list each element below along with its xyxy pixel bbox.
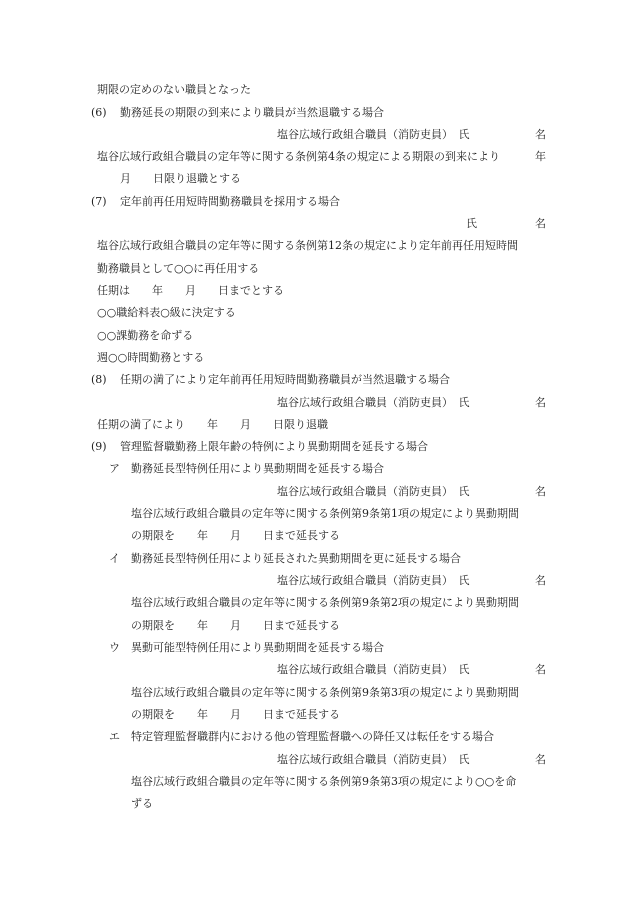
section-6-year: 年 (535, 150, 546, 163)
section-9u-signer: 塩谷広域行政組合職員（消防吏員） 氏 (277, 663, 470, 676)
section-9a-signer: 塩谷広域行政組合職員（消防吏員） 氏 (277, 485, 470, 498)
section-7-body-1: 塩谷広域行政組合職員の定年等に関する条例第12条の規定により定年前再任用短時間 (97, 239, 518, 252)
section-7-signer: 氏 (466, 217, 477, 230)
section-8-body-1: 任期の満了により 年 月 日限り退職 (97, 418, 328, 431)
section-6-signer: 塩谷広域行政組合職員（消防吏員） 氏 (277, 128, 470, 141)
section-9u-body-2: の期限を 年 月 日まで延長する (131, 708, 340, 721)
section-9a-heading: 勤務延長型特例任用により異動期間を延長する場合 (131, 462, 384, 475)
section-6-name-field: 名 (535, 128, 546, 141)
intro-line: 期限の定めのない職員となった (97, 83, 251, 96)
section-9a-name-field: 名 (535, 485, 546, 498)
section-9i-heading: 勤務延長型特例任用により延長された異動期間を更に延長する場合 (131, 552, 461, 565)
section-7-number: (7) (91, 195, 107, 208)
section-6-heading: 勤務延長の期限の到来により職員が当然退職する場合 (120, 106, 384, 119)
section-9e-heading: 特定管理監督職群内における他の管理監督職への降任又は転任をする場合 (131, 730, 494, 743)
section-9e-name-field: 名 (535, 753, 546, 766)
section-6-body-2: 月 日限り退職とする (120, 172, 241, 185)
section-9a-label: ア (109, 462, 120, 475)
section-9i-name-field: 名 (535, 574, 546, 587)
section-9-number: (9) (91, 440, 107, 453)
section-9i-body-1: 塩谷広域行政組合職員の定年等に関する条例第9条第2項の規定により異動期間 (131, 596, 519, 609)
section-8-signer: 塩谷広域行政組合職員（消防吏員） 氏 (277, 396, 470, 409)
section-7-heading: 定年前再任用短時間勤務職員を採用する場合 (120, 195, 340, 208)
section-9i-signer: 塩谷広域行政組合職員（消防吏員） 氏 (277, 574, 470, 587)
section-9u-name-field: 名 (535, 663, 546, 676)
section-9i-body-2: の期限を 年 月 日まで延長する (131, 619, 340, 632)
section-9e-body-2: ずる (131, 797, 153, 810)
section-7-body-6: 週○○時間勤務とする (97, 351, 205, 364)
section-7-body-2: 勤務職員として○○に再任用する (97, 262, 260, 275)
section-6-number: (6) (91, 106, 107, 119)
section-9e-label: エ (109, 730, 120, 743)
section-8-heading: 任期の満了により定年前再任用短時間勤務職員が当然退職する場合 (120, 373, 450, 386)
section-9e-body-1: 塩谷広域行政組合職員の定年等に関する条例第9条第3項の規定により○○を命 (131, 775, 517, 788)
section-7-body-4: ○○職給料表○級に決定する (97, 306, 236, 319)
section-9a-body-1: 塩谷広域行政組合職員の定年等に関する条例第9条第1項の規定により異動期間 (131, 507, 519, 520)
section-9e-signer: 塩谷広域行政組合職員（消防吏員） 氏 (277, 753, 470, 766)
section-9u-body-1: 塩谷広域行政組合職員の定年等に関する条例第9条第3項の規定により異動期間 (131, 686, 519, 699)
section-7-name-field: 名 (535, 217, 546, 230)
section-7-body-5: ○○課勤務を命ずる (97, 329, 194, 342)
section-8-name-field: 名 (535, 396, 546, 409)
section-9i-label: イ (109, 552, 120, 565)
section-8-number: (8) (91, 373, 107, 386)
section-9u-label: ウ (109, 641, 120, 654)
section-9u-heading: 異動可能型特例任用により異動期間を延長する場合 (131, 641, 384, 654)
section-7-body-3: 任期は 年 月 日までとする (97, 284, 284, 297)
section-9-heading: 管理監督職勤務上限年齢の特例により異動期間を延長する場合 (120, 440, 428, 453)
section-6-body-1: 塩谷広域行政組合職員の定年等に関する条例第4条の規定による期限の到来により (97, 150, 500, 163)
section-9a-body-2: の期限を 年 月 日まで延長する (131, 529, 340, 542)
